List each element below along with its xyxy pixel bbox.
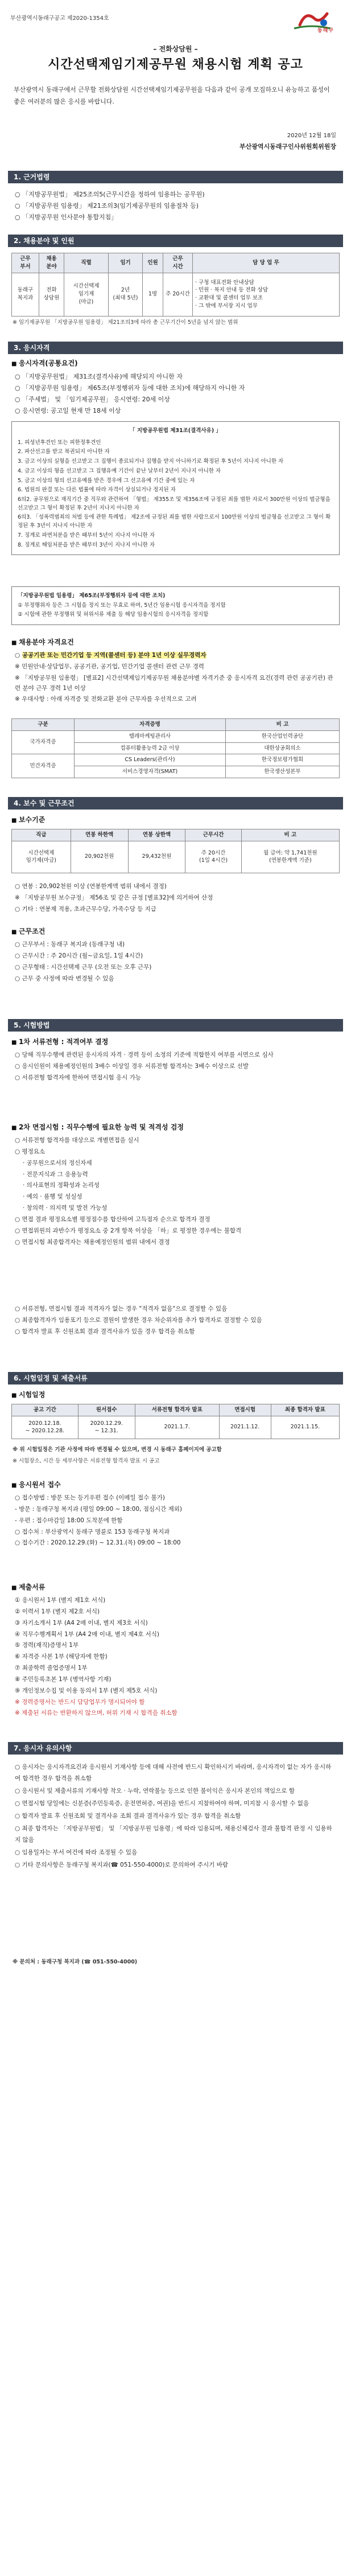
recruitment-note: ※ 임기제공무원 「지방공무원 임용령」 제21조의3에 따라 총 근무기간이 5년을 넘지 않는 범위 (13, 319, 238, 326)
notice-number: 부산광역시동래구공고 제2020-1354호 (10, 15, 109, 22)
documents-list (15, 1595, 336, 1719)
table-cell: 주 20시간 (1일 4시간) (185, 841, 241, 873)
box-line: ② 시험에 관한 부정행위 및 허위서류 제출 등 해당 임용시험의 응시자격을 정지함 (18, 611, 209, 618)
box-line: 3. 금고 이상의 실형을 선고받고 그 집행이 종료되거나 집행을 받지 아니하기로 확정된 후 5년이 지나지 아니한 자 (18, 458, 284, 465)
box-line: 1. 피성년후견인 또는 피한정후견인 (18, 439, 101, 446)
table-cell: 주 20시간 (163, 273, 193, 316)
work-conditions-heading: ■ 근무조건 (11, 927, 45, 937)
list-item: ○ 응시원서 및 제출서류의 기재사항 착오 · 누락, 연락불능 등으로 인한 불이익은 응시자 본인의 책임으로 함 (15, 1787, 295, 1794)
document-screening-heading: ■ 1차 서류전형 : 적격여부 결정 (11, 1037, 108, 1047)
qualification-common-list (15, 371, 336, 417)
table-cell: 2020.12.29. ~ 12.31. (78, 1416, 135, 1439)
col-header: 비 고 (241, 829, 339, 841)
col-header: 구분 (12, 719, 75, 731)
table-cell: 컴퓨터활용능력 2급 이상 (75, 742, 226, 754)
table-cell: 2년 (최대 5년) (109, 273, 143, 316)
page-title: 시간선택제임기제공무원 채용시험 계획 공고 (48, 57, 303, 72)
col-header: 채용 분야 (39, 253, 64, 273)
list-item: ○ 서류전형 합격자에 한하여 면접시험 응시 가능 (15, 1074, 141, 1081)
table-cell: 동래구 복지과 (12, 273, 39, 316)
list-item: - 방문 : 동래구청 복지과 (평일 09:00 ~ 18:00, 점심시간 제외) (15, 1505, 182, 1513)
col-header: 직급 (12, 829, 71, 841)
box-line: 「지방공무원법 임용령」 제65조(부정행위자 등에 대한 조치) (18, 593, 166, 599)
list-item: ○ 「주세법」 및 「임기제공무원」 응시연령: 20세 이상 (15, 395, 170, 403)
list-item: ⑤ 경력(재직)증명서 1부 (15, 1642, 79, 1649)
table-row (12, 1416, 340, 1439)
table-row (12, 754, 340, 766)
col-header: 서류전형 합격자 발표 (135, 1404, 219, 1416)
notice-date: 2020년 12월 18일 (287, 133, 336, 139)
col-header: 원서접수 (78, 1404, 135, 1416)
box-line: ① 부정행위자 등은 그 시험을 정지 또는 무효로 하며, 5년간 임용시험 응시자격을 정지함 (18, 602, 226, 609)
col-header: 근무시간 (185, 829, 241, 841)
table-cell: 2021.1.7. (135, 1416, 219, 1439)
list-item: ○ 면접위원의 과반수가 평정요소 중 2개 항목 이상을 「하」로 평정한 경우에는 불합격 (15, 1227, 242, 1234)
table-cell: 시간선택제 임기제(마급) (12, 841, 71, 873)
col-header: 직렬 (64, 253, 109, 273)
application-heading: ■ 응시원서 접수 (11, 1480, 61, 1490)
list-item: ○ 최종 합격자는 「지방공무원법」 및 「지방공무원 임용령」에 따라 임용되며, 채용신체검사 결과 불합격 판정 시 임용하지 않음 (15, 1825, 332, 1843)
work-conditions-list (15, 939, 336, 984)
requirement-note: ※ 민원안내·상담업무, 공공기관, 공기업, 민간기업 콜센터 관련 근무 경력 (15, 663, 204, 670)
section-5-header: 5. 시험방법 (8, 1019, 343, 1032)
table-cell: 월 급여: 약 1,741천원 (연봉한계액 기준) (241, 841, 339, 873)
list-item: ○ 근무 중 사정에 따라 변경될 수 있음 (15, 975, 114, 982)
section-6-header: 6. 시험일정 및 제출서류 (8, 1372, 343, 1384)
box-line: 6. 법원의 판결 또는 다른 법률에 따라 자격이 상실되거나 정지된 자 (18, 487, 176, 494)
list-item: · 예의 · 품행 및 성실성 (23, 1193, 82, 1201)
issuing-organization: 부산광역시동래구인사위원회위원장 (239, 143, 336, 150)
qualification-field-heading: ■ 채용분야 자격요건 (11, 638, 74, 648)
salary-notes (15, 881, 336, 915)
legal-basis-list (15, 189, 336, 223)
list-item: · 의사표현의 정확성과 논리성 (23, 1182, 100, 1189)
col-header: 담 당 업 무 (193, 253, 340, 273)
list-item: · 전문지식과 그 응용능력 (23, 1170, 88, 1178)
salary-table (11, 829, 340, 873)
list-item: ○ 평정요소 (15, 1148, 46, 1155)
legal-basis-item: ○ 「지방공무원 인사분야 통합지침」 (15, 213, 118, 221)
documents-heading: ■ 제출서류 (11, 1583, 45, 1593)
list-item: ○ 응시연령: 공고일 현재 만 18세 이상 (15, 406, 121, 414)
list-item: ○ 당해 직무수행에 관련된 응시자의 자격 · 경력 등이 소정의 기준에 적합한지 여부를 서면으로 심사 (15, 1051, 274, 1058)
list-item: ○ 서류전형 합격자를 대상으로 개별면접을 실시 (15, 1137, 139, 1144)
list-item: ② 이력서 1부 (별지 제2호 서식) (15, 1608, 100, 1615)
table-cell: 텔레마케팅관리사 (75, 730, 226, 742)
col-header: 연봉 상한액 (128, 829, 185, 841)
table-row (12, 273, 340, 316)
table-cell: 1명 (143, 273, 163, 316)
box-line: 4. 금고 이상의 형을 선고받고 그 집행유예 기간이 끝난 날부터 2년이 지나지 아니한 자 (18, 467, 221, 474)
list-item: ○ 접수기간 : 2020.12.29.(화) ~ 12.31.(목) 09:00 ~ 18:00 (15, 1539, 181, 1547)
col-header: 인원 (143, 253, 163, 273)
list-item: ○ 면접시험 당일에는 신분증(주민등록증, 운전면허증, 여권)을 반드시 지참하여야 하며, 미지참 시 응시할 수 없음 (15, 1799, 309, 1807)
table-cell: CS Leaders(관리사) (75, 754, 226, 766)
col-header: 임기 (109, 253, 143, 273)
interview-text (15, 1135, 336, 1248)
salary-heading: ■ 보수기준 (11, 815, 45, 825)
schedule-heading: ■ 시험일정 (11, 1390, 45, 1400)
box-line: 2. 파산선고를 받고 복권되지 아니한 자 (18, 449, 110, 455)
list-item: ○ 「지방공무원법」 제31조(결격사유)에 해당되지 아니한 자 (15, 373, 183, 380)
list-item: - 우편 : 접수마감일 18:00 도착분에 한함 (15, 1517, 123, 1524)
list-item: ○ 근무형태 : 시간선택제 근무 (오전 또는 오후 근무) (15, 963, 152, 971)
table-cell: 2021.1.15. (271, 1416, 339, 1439)
exam-etc-text (15, 1304, 336, 1338)
list-item: ○ 접수처 : 부산광역시 동래구 명륜로 153 동래구청 복지과 (15, 1528, 170, 1535)
application-text (15, 1493, 336, 1549)
list-item: ○ 면접 결과 평정요소별 평정점수를 합산하여 고득점자 순으로 합격자 결정 (15, 1215, 210, 1223)
list-item: ① 응시원서 1부 (별지 제1호 서식) (15, 1597, 106, 1604)
table-cell: 한국생산성본부 (226, 766, 340, 778)
legal-basis-item: ○ 「지방공무원 임용령」 제21조의3(임기제공무원의 임용절차 등) (15, 202, 199, 209)
table-row (12, 841, 340, 873)
list-item: ○ 접수방법 : 방문 또는 등기우편 접수 (이메일 접수 불가) (15, 1494, 165, 1501)
list-item: ○ 기타 문의사항은 동래구청 복지과(☎ 051-550-4000)로 문의하여 주시기 바람 (15, 1861, 228, 1868)
box-line: 6의2. 공무원으로 재직기간 중 직무와 관련하여 「형법」 제355조 및 제356조에 규정된 죄를 범한 자로서 300만원 이상의 벌금형을 선고받고 그 형이 확정된 후 2년이 지나지 아니한 자 (18, 496, 331, 511)
documents-note: ※ 제출된 서류는 반환하지 않으며, 허위 기재 시 합격을 취소함 (15, 1710, 177, 1717)
box-line: 5. 금고 이상의 형의 선고유예를 받은 경우에 그 선고유예 기간 중에 있는 자 (18, 477, 195, 484)
section-2-header: 2. 채용분야 및 인원 (8, 235, 343, 247)
col-header: 면접시험 (219, 1404, 271, 1416)
list-item: ⑨ 개인정보수집 및 이용 동의서 1부 (별지 제5호 서식) (15, 1687, 158, 1694)
box-line: 7. 징계로 파면처분을 받은 때부터 5년이 지나지 아니한 자 (18, 532, 155, 539)
col-header: 자격증명 (75, 719, 226, 731)
list-item: · 창의력 · 의지력 및 발전 가능성 (23, 1205, 108, 1212)
contact-info: ※ 문의처 : 동래구청 복지과 (☎ 051-550-4000) (13, 1959, 138, 1965)
requirement-note: ※ 우대사항 : 아래 자격증 및 전화교환 분야 근무자를 우선적으로 고려 (15, 696, 197, 703)
list-item: ○ 응시인원이 채용예정인원의 3배수 이상일 경우 서류전형 합격자는 3배수 이상으로 선발 (15, 1062, 249, 1070)
col-header: 연봉 하한액 (71, 829, 128, 841)
qualification-field-text (15, 650, 336, 705)
list-item: ④ 직무수행계획서 1부 (A4 2매 이내, 별지 제4호 서식) (15, 1630, 159, 1638)
title-sub: – 전화상담원 – (153, 45, 198, 53)
legal-basis-item: ○ 「지방공무원법」 제25조의5(근무시간을 정하여 임용하는 공무원) (15, 191, 205, 198)
misconduct-box (11, 586, 340, 625)
list-item: ○ 서류전형, 면접시험 결과 적격자가 없는 경우 "적격자 없음"으로 결정할 수 있음 (15, 1305, 228, 1312)
list-item: ○ 「지방공무원 임용령」 제65조(부정행위자 등에 대한 조치)에 해당하지 아니한 자 (15, 384, 245, 392)
list-item: ○ 면접시험 최종합격자는 채용예정인원의 범위 내에서 결정 (15, 1238, 170, 1246)
list-item: ○ 합격자 발표 후 신원조회 결과 결격사유가 있을 경우 합격을 취소함 (15, 1328, 195, 1335)
table-cell: 시간선택제 임기제 (마급) (64, 273, 109, 316)
list-item: · 공무원으로서의 정신자세 (23, 1159, 92, 1166)
list-item: ⑥ 자격증 사본 1부 (해당자에 한함) (15, 1653, 108, 1661)
list-item: ○ 최종합격자가 임용포기 등으로 결원이 발생한 경우 차순위자를 추가 합격자로 결정할 수 있음 (15, 1316, 262, 1324)
list-item: ○ 합격자 발표 후 신원조회 및 결격사유 조회 결과 결격사유가 있는 경우 합격을 취소함 (15, 1812, 241, 1819)
col-header: 근무 시간 (163, 253, 193, 273)
col-header: 근무 부서 (12, 253, 39, 273)
requirement-note: ※ 「지방공무원 임용령」 [별표2] 시간선택제임기제공무원 채용분야별 자격기준 중 응시자격 요건(경력 관련 공공기관) 관련 분야 근무 경력 1년 이상 (15, 674, 333, 692)
table-cell: 서비스경영자격(SMAT) (75, 766, 226, 778)
list-item: ○ 근무부서 : 동래구 복지과 (동래구청 내) (15, 941, 125, 948)
table-cell: 국가자격증 (12, 730, 75, 754)
table-cell: 한국산업인력공단 (226, 730, 340, 742)
table-cell: 한국정보평가협회 (226, 754, 340, 766)
schedule-note: ※ 시험장소, 시간 등 세부사항은 서류전형 합격자 발표 시 공고 (13, 1458, 160, 1464)
box-line: 8. 징계로 해임처분을 받은 때부터 3년이 지나지 아니한 자 (18, 541, 155, 548)
table-cell: 대한상공회의소 (226, 742, 340, 754)
list-item: ○ 응시자는 응시자격요건과 응시원서 기재사항 등에 대해 사전에 반드시 확인하시기 바라며, 응시자격이 없는 자가 응시하여 합격한 경우 합격을 취소함 (15, 1764, 332, 1782)
section-4-header: 4. 보수 및 근무조건 (8, 797, 343, 810)
schedule-note: ※ 위 시험일정은 기관 사정에 따라 변경될 수 있으며, 변경 시 동래구 홈페이지에 공고함 (13, 1447, 222, 1453)
list-item: ⑦ 최종학력 졸업증명서 1부 (15, 1665, 88, 1672)
box-title: 「 지방공무원법 제31조(결격사유) 」 (130, 428, 221, 434)
requirement-main: ○ 공공기관 또는 민간기업 등 지역(콜센터 등) 분야 1년 이상 실무경력자 (15, 652, 207, 659)
logo-text: 동래구 (317, 28, 334, 34)
precautions-list (15, 1761, 336, 1871)
table-cell: 민간자격증 (12, 754, 75, 778)
table-cell: 2020.12.18. ~ 2020.12.28. (12, 1416, 79, 1439)
salary-note: ○ 기타 : 연봉제 적용, 초과근무수당, 가족수당 등 지급 (15, 905, 156, 913)
salary-note: ○ 연봉 : 20,902천원 이상 (연봉한계액 범위 내에서 결정) (15, 883, 167, 890)
table-cell: 29,432천원 (128, 841, 185, 873)
table-cell: 전화 상담원 (39, 273, 64, 316)
table-cell: · 구청 대표전화 안내상담 · 민원 · 복지 안내 등 전화 상담 · 교환대 및 콜센터 업무 보조 · 그 밖에 부서장 지시 업무 (193, 273, 340, 316)
table-cell: 20,902천원 (71, 841, 128, 873)
document-screening-text (15, 1050, 336, 1084)
documents-note: ※ 경력증명서는 반드시 담당업무가 명시되어야 함 (15, 1698, 145, 1706)
salary-note: ※ 「지방공무원 보수규정」 제56조 및 같은 규정 [별표32]에 의거하여 산정 (15, 894, 213, 901)
col-header: 최종 합격자 발표 (271, 1404, 339, 1416)
table-row (12, 730, 340, 742)
interview-heading: ■ 2차 면접시험 : 직무수행에 필요한 능력 및 적격성 검정 (11, 1123, 184, 1133)
list-item: ○ 근무시간 : 주 20시간 (월~금요일, 1일 4시간) (15, 952, 143, 959)
list-item: ⑧ 주민등록초본 1부 (병역사항 기재) (15, 1675, 112, 1683)
list-item: ③ 자기소개서 1부 (A4 2매 이내, 별지 제3호 서식) (15, 1619, 148, 1626)
section-3-header: 3. 응시자격 (8, 342, 343, 354)
section-1-header: 1. 근거법령 (8, 171, 343, 183)
disqualification-box (11, 421, 340, 555)
intro-paragraph: 부산광역시 동래구에서 근무할 전화상담원 시간선택제임기제공무원을 다음과 같이 공개 모집하오니 유능하고 품성이 좋은 여러분의 많은 응시를 바랍니다. (14, 86, 330, 105)
table-cell: 2021.1.12. (219, 1416, 271, 1439)
list-item: ○ 임용일자는 부서 여건에 따라 조정될 수 있음 (15, 1848, 138, 1856)
recruitment-table (11, 253, 340, 317)
schedule-table (11, 1404, 340, 1439)
certificate-table (11, 718, 340, 778)
box-line: 6의3. 「성폭력범죄의 처벌 등에 관한 특례법」 제2조에 규정된 죄를 범한 사람으로서 100만원 이상의 벌금형을 선고받고 그 형이 확정된 후 3년이 지나지 아니한 자 (18, 514, 331, 529)
qualification-common-heading: ■ 응시자격(공통요건) (11, 359, 78, 369)
col-header: 비 고 (226, 719, 340, 731)
section-7-header: 7. 응시자 유의사항 (8, 1742, 343, 1755)
col-header: 공고 기간 (12, 1404, 79, 1416)
